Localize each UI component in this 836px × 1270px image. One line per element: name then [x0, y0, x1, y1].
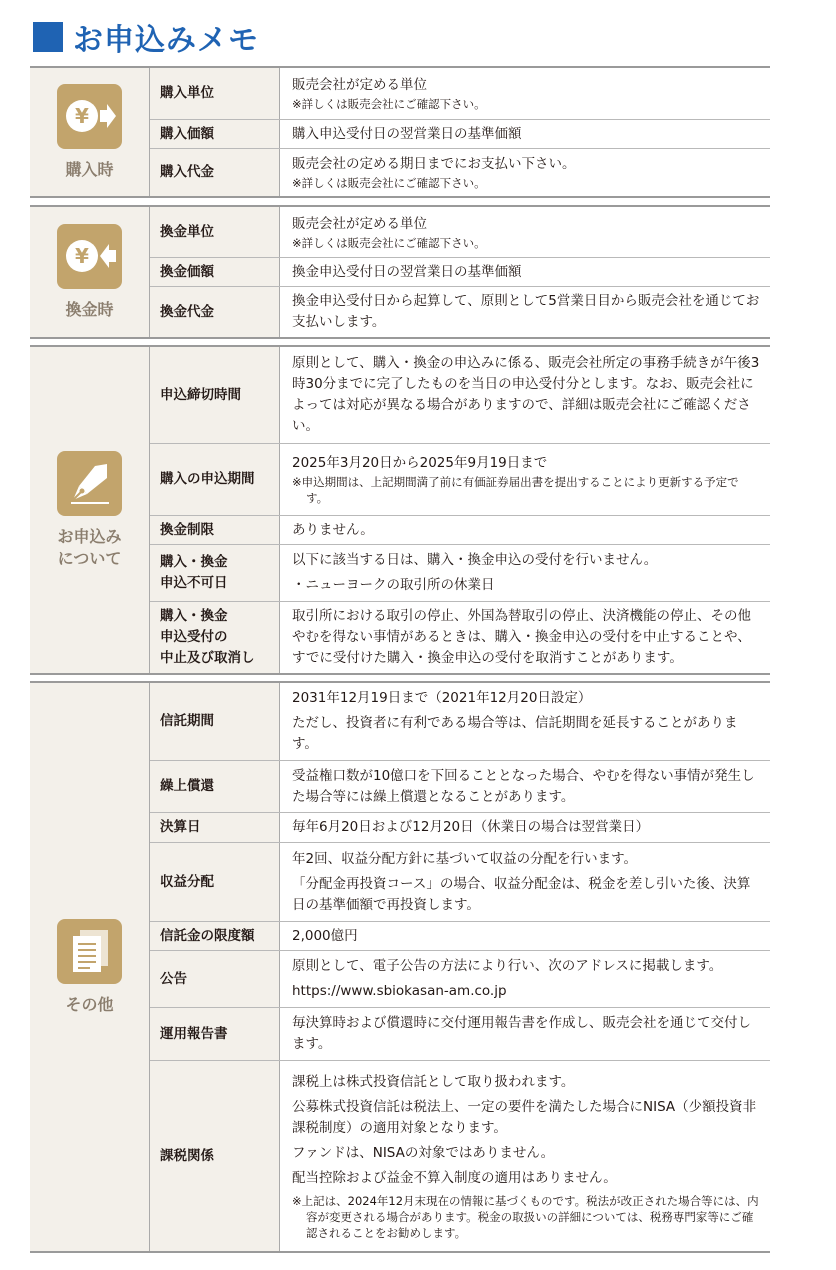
pen-nib-icon	[57, 451, 122, 516]
table-row	[150, 544, 770, 601]
row-label: 換金制限	[150, 516, 280, 544]
row-label: 購入・換金 申込不可日	[150, 545, 280, 601]
row-content: 以下に該当する日は、購入・換金申込の受付を行いません。 ・ニューヨークの取引所の休業日	[292, 552, 658, 593]
table-row	[150, 812, 770, 842]
table-row	[150, 683, 770, 760]
section-title: 購入時	[65, 159, 114, 179]
svg-text:¥: ¥	[74, 104, 89, 128]
table-row	[150, 1007, 770, 1060]
page-title: お申込みメモ	[73, 23, 259, 58]
row-content: 2025年3月20日から2025年9月19日まで ※申込期間は、上記期間満了前に有価証券届出書を提出することにより更新する予定です。	[292, 455, 739, 505]
row-label: 決算日	[150, 813, 280, 842]
row-label: 購入・換金 申込受付の 中止及び取消し	[150, 602, 280, 673]
document-icon	[57, 919, 122, 984]
table-row	[150, 443, 770, 515]
row-label: 公告	[150, 951, 280, 1007]
row-content: 年2回、収益分配方針に基づいて収益の分配を行います。 「分配金再投資コース」の場合、収益分配金は、税金を差し引いた後、決算日の基準価額で再投資します。	[292, 850, 751, 913]
table-row	[150, 68, 770, 119]
row-content: 換金申込受付日の翌営業日の基準価額	[292, 263, 522, 280]
row-label: 申込締切時間	[150, 347, 280, 443]
section-label-cell	[30, 347, 150, 673]
row-content: 受益権口数が10億口を下回ることとなった場合、やむを得ない事情が発生した場合等には繰上償還となることがあります。	[292, 767, 755, 805]
yen-arrow-left-icon	[57, 224, 122, 289]
table-row	[150, 119, 770, 148]
row-content: 換金申込受付日から起算して、原則として5営業日目から販売会社を通じてお支払いします。	[292, 293, 760, 330]
title-square-icon	[33, 22, 63, 52]
row-content: 販売会社が定める単位 ※詳しくは販売会社にご確認下さい。	[292, 77, 486, 111]
row-label: 信託金の限度額	[150, 922, 280, 950]
row-content: 毎年6月20日および12月20日（休業日の場合は翌営業日）	[292, 819, 650, 835]
row-label: 購入代金	[150, 149, 280, 196]
table-row	[150, 601, 770, 673]
section-title: お申込み について	[57, 526, 122, 568]
table-row	[150, 1060, 770, 1251]
row-label: 課税関係	[150, 1061, 280, 1251]
section-label-cell	[30, 207, 150, 337]
svg-text:¥: ¥	[74, 244, 89, 268]
row-content: 取引所における取引の停止、外国為替取引の停止、決済機能の停止、その他やむを得ない事情があるときは、購入・換金申込の受付を中止することや、すでに受付けた購入・換金申込の受付を取消すことがあります。	[292, 608, 751, 666]
row-content: 課税上は株式投資信託として取り扱われます。 公募株式投資信託は税法上、一定の要件を満たした場合にNISA（少額投資非課税制度）の適用対象となります。 ファンドは、NISAの対象ではありません。 配当控除および益金不算入制度の適用はありません。 ※上記は、2024年12月末現在の情報に基づくものです。税法が改正された場合等には、内容が変更される場合があります。税金の取扱いの詳細については、税務専門家等にご確認されることをお勧めします。	[292, 1073, 759, 1240]
row-label: 換金単位	[150, 207, 280, 257]
row-content: 販売会社の定める期日までにお支払い下さい。 ※詳しくは販売会社にご確認下さい。	[292, 156, 576, 190]
table-row	[150, 286, 770, 337]
table-row	[150, 257, 770, 286]
table-row	[150, 207, 770, 257]
page-header	[33, 14, 259, 60]
row-label: 信託期間	[150, 683, 280, 760]
row-label: 購入単位	[150, 68, 280, 119]
row-content: 購入申込受付日の翌営業日の基準価額	[292, 125, 522, 142]
row-label: 繰上償還	[150, 761, 280, 812]
row-content: 原則として、電子公告の方法により行い、次のアドレスに掲載します。 https://www.sbiokasan-am.co.jp	[292, 958, 723, 999]
table-row	[150, 921, 770, 950]
section-other	[30, 681, 770, 1253]
section-application	[30, 345, 770, 675]
row-content: 販売会社が定める単位 ※詳しくは販売会社にご確認下さい。	[292, 215, 486, 250]
row-label: 購入の申込期間	[150, 444, 280, 515]
row-content: 2031年12月19日まで（2021年12月20日設定） ただし、投資者に有利である場合等は、信託期間を延長することがあります。	[292, 690, 738, 752]
section-title: 換金時	[65, 299, 114, 319]
section-title: その他	[65, 994, 114, 1014]
yen-arrow-right-icon	[57, 84, 122, 149]
table-row	[150, 760, 770, 812]
row-label: 換金代金	[150, 287, 280, 337]
table-row	[150, 148, 770, 196]
row-content: 毎決算時および償還時に交付運用報告書を作成し、販売会社を通じて交付します。	[292, 1015, 751, 1052]
table-row	[150, 515, 770, 544]
row-content: ありません。	[292, 521, 374, 538]
table-row	[150, 842, 770, 921]
row-content: 2,000億円	[292, 927, 358, 944]
section-purchase	[30, 66, 770, 198]
row-label: 運用報告書	[150, 1008, 280, 1060]
row-label: 購入価額	[150, 120, 280, 148]
section-label-cell	[30, 68, 150, 196]
row-label: 収益分配	[150, 843, 280, 921]
table-row	[150, 950, 770, 1007]
row-label: 換金価額	[150, 258, 280, 286]
section-label-cell	[30, 683, 150, 1251]
row-content: 原則として、購入・換金の申込みに係る、販売会社所定の事務手続きが午後3時30分までに完了したものを当日の申込受付分とします。なお、販売会社によっては対応が異なる場合がありますので、詳細は販売会社にご確認ください。	[292, 355, 760, 434]
table-row	[150, 347, 770, 443]
section-redemption	[30, 205, 770, 339]
